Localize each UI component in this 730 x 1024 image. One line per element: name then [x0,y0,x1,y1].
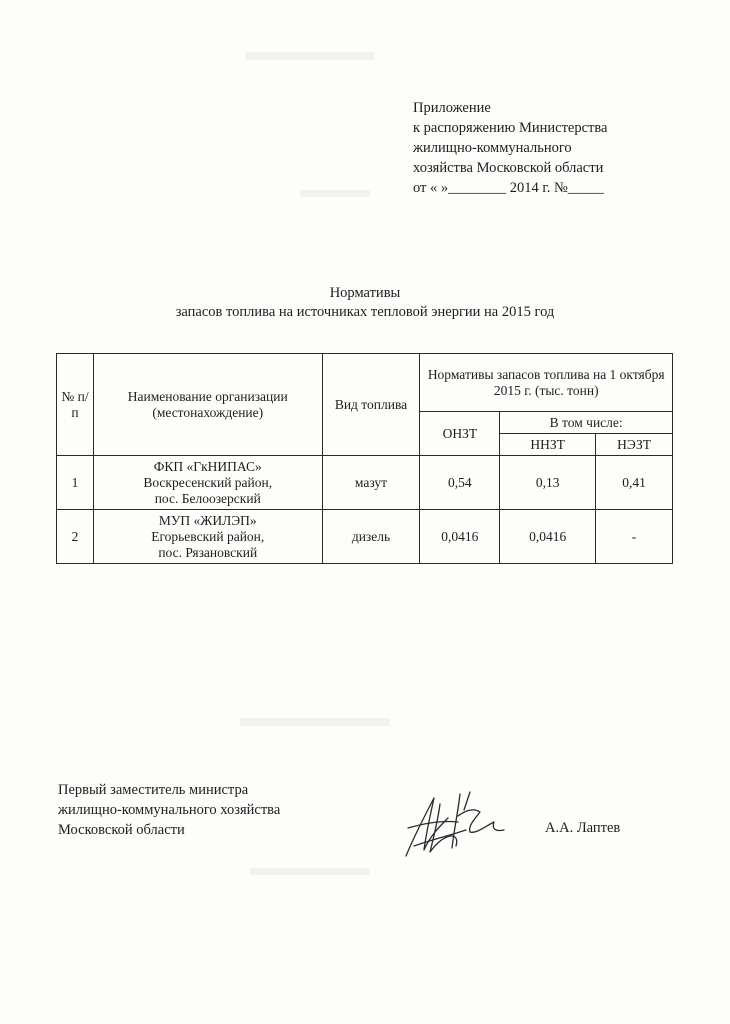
header-num: № п/п [57,354,94,456]
header-norms: Нормативы запасов топлива на 1 октября 2015 г. (тыс. тонн) [420,354,673,412]
org-name: ФКП «ГкНИПАС» [153,458,262,474]
appendix-line: к распоряжению Министерства [413,120,608,136]
row-org [93,510,322,564]
row-nezt: 0,41 [596,456,673,510]
fuel-norms-table [56,353,673,564]
header-org: Наименование организации (местонахождение) [93,354,322,456]
bleed-through-mark [300,190,370,197]
header-including: В том числе: [500,412,673,434]
table-header-row [57,354,673,412]
appendix-block [413,98,713,198]
signer-line: Московской области [58,822,185,838]
header-nezt: НЭЗТ [596,434,673,456]
row-nnzt: 0,0416 [500,510,596,564]
org-settlement: пос. Рязановский [158,544,258,560]
document-title: Нормативы [329,285,401,301]
bleed-through-mark [240,718,390,726]
org-district: Егорьевский район, [151,528,265,544]
handwritten-signature [400,786,510,861]
row-nezt: - [596,510,673,564]
bleed-through-mark [245,52,375,60]
header-onzt: ОНЗТ [420,412,500,456]
table-row [57,456,673,510]
org-district: Воскресенский район, [143,474,273,490]
bleed-through-mark [250,868,370,875]
org-settlement: пос. Белоозерский [154,490,261,506]
appendix-date-line: от « »________ 2014 г. №_____ [413,180,605,196]
appendix-line: Приложение [413,100,491,116]
row-onzt: 0,0416 [420,510,500,564]
row-nnzt: 0,13 [500,456,596,510]
appendix-line: хозяйства Московской области [413,160,604,176]
header-fuel: Вид топлива [322,354,420,456]
row-fuel: дизель [322,510,420,564]
signer-position [58,780,280,840]
org-name: МУП «ЖИЛЭП» [158,512,257,528]
row-num: 1 [57,456,94,510]
document-subtitle: запасов топлива на источниках тепловой энергии на 2015 год [175,304,555,320]
appendix-line: жилищно-коммунального [413,140,572,156]
signer-name: А.А. Лаптев [545,820,621,836]
signer-line: жилищно-коммунального хозяйства [58,802,281,818]
row-onzt: 0,54 [420,456,500,510]
row-fuel: мазут [322,456,420,510]
signer-line: Первый заместитель министра [58,782,249,798]
header-nnzt: ННЗТ [500,434,596,456]
row-org [93,456,322,510]
table-row [57,510,673,564]
row-num: 2 [57,510,94,564]
